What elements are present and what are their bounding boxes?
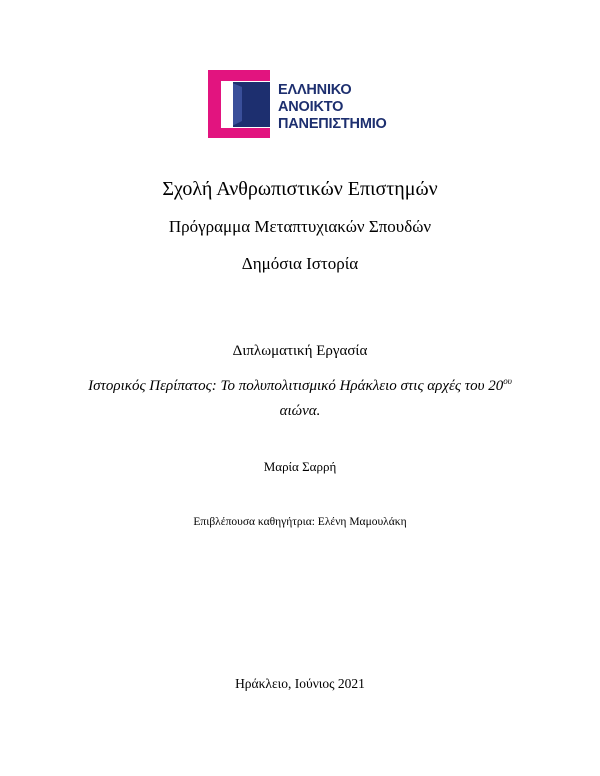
logo-line-3: ΠΑΝΕΠΙΣΤΗΜΙΟ: [278, 116, 387, 132]
thesis-title-line-2: αιώνα.: [279, 403, 321, 419]
specialty-name: Δημόσια Ιστορία: [241, 254, 359, 273]
logo-mark-icon: [208, 70, 272, 138]
thesis-title-superscript: ου: [503, 376, 512, 386]
thesis-title-line-1: [0, 376, 600, 395]
logo-line-1: ΕΛΛΗΝΙΚΟ: [278, 82, 352, 98]
author-name: Μαρία Σαρρή: [263, 459, 337, 474]
university-logo: [208, 70, 393, 138]
supervisor-line: Επιβλέπουσα καθηγήτρια: Ελένη Μαμουλάκη: [193, 516, 407, 528]
document-type: Διπλωματική Εργασία: [232, 343, 368, 359]
thesis-title-main: Ιστορικός Περίπατος: Το πολυπολιτισμικό Ηράκλειο στις αρχές του 20: [88, 378, 504, 394]
program-name: Πρόγραμμα Μεταπτυχιακών Σπουδών: [168, 217, 432, 236]
place-date: Ηράκλειο, Ιούνιος 2021: [235, 676, 365, 691]
logo-wordmark: [278, 82, 387, 133]
school-name: Σχολή Ανθρωπιστικών Επιστημών: [162, 178, 438, 200]
logo-line-2: ΑΝΟΙΚΤΟ: [278, 99, 344, 115]
